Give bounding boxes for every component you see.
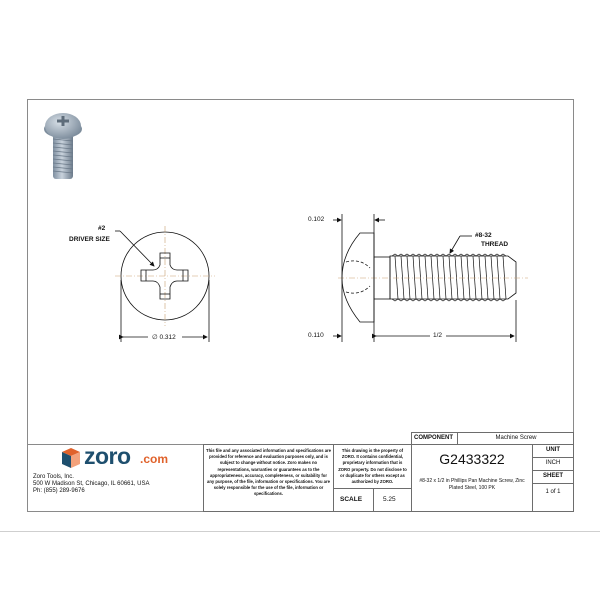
length-dimension: 1/2: [433, 332, 443, 339]
company-name: Zoro Tools, Inc.: [33, 474, 74, 480]
component-value: Machine Screw: [495, 435, 537, 441]
company-phone: Ph: (855) 289-9676: [33, 488, 85, 494]
side-view: [333, 214, 528, 342]
part-description: #8-32 x 1/2 in Phillips Pan Machine Screw, Zinc Plated Steel, 100 PK: [419, 478, 525, 491]
head-diameter-side-dimension: 0.110: [308, 332, 324, 339]
unit-label: UNIT: [546, 447, 560, 453]
diameter-dimension: ∅ 0.312: [152, 334, 176, 341]
screw-thumbnail-icon: [44, 113, 82, 179]
company-address: 500 W Madison St, Chicago, IL 60661, USA: [33, 481, 150, 487]
page-divider: [0, 531, 600, 532]
sheet-value: 1 of 1: [545, 489, 561, 495]
zoro-logo-suffix: .com: [140, 452, 169, 466]
disclaimer-text: This file and any associated information and specifications are provided for reference and evaluation purposes only, and is subject to change without notice. Zoro makes no representations, warranties or guarantees as to the appropriateness, accuracy, completeness, or suitability for any purpose, of the file, information or specifications. You are solely responsible for the use of the file, information or specifications.: [206, 448, 331, 497]
part-number: G2433322: [439, 451, 505, 467]
scale-label: SCALE: [340, 496, 363, 503]
thread-label: THREAD: [481, 241, 509, 248]
thread-spec: #8-32: [475, 232, 492, 239]
scale-value: 5.25: [383, 496, 396, 503]
driver-size-number: #2: [98, 225, 106, 232]
driver-size-label: DRIVER SIZE: [69, 236, 110, 243]
head-height-dimension: 0.102: [308, 216, 325, 223]
top-view: [115, 226, 215, 342]
component-label: COMPONENT: [414, 435, 453, 441]
unit-value: INCH: [545, 460, 561, 466]
zoro-logo-text: zoro: [84, 443, 131, 469]
sheet-value-cell: [532, 483, 574, 512]
property-notice-text: This drawing is the property of ZORO. It contains confidential, proprietary information that is ZORO property. Do not disclose to or duplicate for others except as authorized by ZORO.: [338, 448, 407, 485]
sheet-label: SHEET: [542, 473, 563, 479]
zoro-logo-icon: [60, 447, 82, 469]
